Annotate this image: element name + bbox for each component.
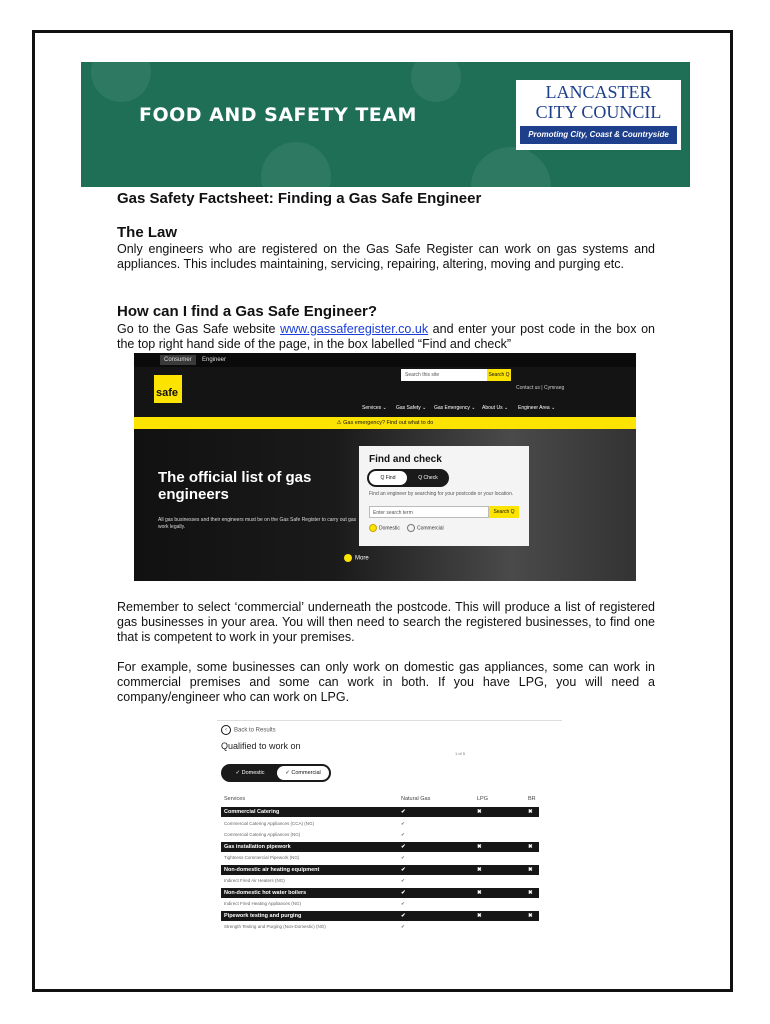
find-check-toggle bbox=[367, 469, 449, 487]
back-label: Back to Results bbox=[234, 727, 276, 734]
natural-gas-cell: ✔ bbox=[401, 912, 406, 919]
banner-title: FOOD AND SAFETY TEAM bbox=[139, 104, 417, 126]
lpg-cell: ✖ bbox=[477, 912, 482, 919]
find-paragraph bbox=[117, 322, 655, 352]
service-cell: Commercial Catering Appliances (NG) bbox=[224, 832, 301, 837]
banner-decoration bbox=[91, 62, 151, 102]
table-header bbox=[221, 796, 541, 805]
natural-gas-cell: ✔ bbox=[401, 809, 406, 815]
site-search-input[interactable]: Search this site bbox=[401, 369, 487, 381]
header-natural-gas: Natural Gas bbox=[401, 796, 431, 802]
nav-about-us[interactable]: About Us ⌄ bbox=[482, 405, 509, 411]
banner-decoration bbox=[471, 147, 551, 187]
service-cell: Non-domestic air heating equipment bbox=[224, 866, 320, 873]
radio-commercial-label: Commercial bbox=[417, 525, 444, 532]
document-title: Gas Safety Factsheet: Finding a Gas Safe Engineer bbox=[117, 190, 482, 207]
find-heading: How can I find a Gas Safe Engineer? bbox=[117, 303, 378, 320]
toggle-commercial[interactable]: ✓ Commercial bbox=[277, 766, 329, 780]
gas-safe-link[interactable]: www.gassaferegister.co.uk bbox=[280, 322, 429, 336]
site-search-button[interactable]: Search Q bbox=[487, 369, 511, 381]
br-cell: ✖ bbox=[528, 866, 533, 873]
council-tagline: Promoting City, Coast & Countryside bbox=[520, 126, 677, 144]
nav-gas-safety[interactable]: Gas Safety ⌄ bbox=[396, 405, 427, 411]
banner-decoration bbox=[411, 62, 461, 102]
check-option[interactable]: Q Check bbox=[418, 475, 438, 481]
site-topbar bbox=[134, 353, 636, 367]
natural-gas-cell: ✔ bbox=[401, 843, 406, 850]
natural-gas-cell: ✔ bbox=[401, 820, 405, 826]
lpg-cell: ✖ bbox=[477, 809, 482, 815]
service-cell: Non-domestic hot water boilers bbox=[224, 889, 307, 896]
council-logo bbox=[516, 80, 681, 150]
radio-unselected-icon bbox=[407, 524, 415, 532]
table-row bbox=[221, 888, 539, 898]
example-paragraph: For example, some businesses can only work on domestic gas appliances, some can work in commercial premises and some can work in both. If you have LPG, you will need a company/engineer who can work on LPG. bbox=[117, 660, 655, 704]
site-contact-links[interactable]: Contact us | Cymraeg bbox=[516, 385, 565, 391]
nav-services[interactable]: Services ⌄ bbox=[362, 405, 387, 411]
header-br: BR bbox=[528, 796, 536, 802]
table-row bbox=[221, 876, 539, 886]
table-row bbox=[221, 911, 539, 921]
table-row bbox=[221, 842, 539, 852]
br-cell: ✖ bbox=[528, 889, 533, 896]
service-cell: Strength Testing and Purging (Non-Domestic) (NG) bbox=[224, 924, 326, 929]
table-row bbox=[221, 853, 539, 863]
gas-safe-website-screenshot bbox=[134, 353, 636, 581]
toggle-domestic[interactable]: ✓ Domestic bbox=[235, 770, 265, 776]
council-name-line2: CITY COUNCIL bbox=[535, 102, 662, 122]
natural-gas-cell: ✔ bbox=[401, 889, 406, 896]
find-help-text: Find an engineer by searching for your postcode or your location. bbox=[369, 491, 514, 497]
natural-gas-cell: ✔ bbox=[401, 866, 406, 873]
alert-text: Gas emergency? Find out what to do bbox=[343, 420, 434, 426]
header-banner bbox=[81, 62, 690, 187]
table-row bbox=[221, 865, 539, 875]
lpg-cell: ✖ bbox=[477, 843, 482, 850]
warning-icon: ⚠ bbox=[336, 420, 344, 426]
law-heading: The Law bbox=[117, 224, 178, 241]
qualified-title: Qualified to work on bbox=[221, 741, 301, 751]
hero-title: The official list of gas engineers bbox=[158, 469, 312, 503]
table-row bbox=[221, 922, 539, 932]
qualifications-screenshot bbox=[217, 720, 562, 934]
find-and-check-title: Find and check bbox=[369, 454, 442, 465]
find-and-check-panel bbox=[359, 446, 529, 546]
postcode-search-input[interactable]: Enter search term bbox=[369, 506, 489, 518]
postcode-search-button[interactable]: Search Q bbox=[489, 506, 519, 518]
radio-domestic-label: Domestic bbox=[379, 525, 400, 532]
find-text-before: Go to the Gas Safe website bbox=[117, 322, 281, 336]
tab-engineer[interactable]: Engineer bbox=[202, 357, 227, 363]
law-paragraph: Only engineers who are registered on the Gas Safe Register can work on gas systems and appliances. This includes maintaining, servicing, repairing, altering, moving and purging etc. bbox=[117, 242, 655, 271]
tab-consumer[interactable]: Consumer bbox=[160, 355, 196, 365]
header-lpg: LPG bbox=[477, 796, 489, 802]
br-cell: ✖ bbox=[528, 912, 533, 919]
council-name-line1: LANCASTER bbox=[545, 82, 652, 102]
gas-safe-logo bbox=[154, 375, 182, 403]
service-cell: Tightness Commercial Pipework (NG) bbox=[224, 855, 300, 860]
service-cell: Indirect Fired Heating Appliances (NG) bbox=[224, 901, 302, 906]
find-text-after: and enter your post code in the box on the top right hand side of the page, in the box labelled “Find and check” bbox=[117, 322, 655, 351]
service-cell: Gas installation pipework bbox=[224, 843, 291, 850]
br-cell: ✖ bbox=[528, 809, 533, 815]
back-link[interactable] bbox=[221, 725, 276, 735]
service-cell: Indirect Fired Air Heaters (NG) bbox=[224, 878, 285, 883]
emergency-alert-bar[interactable] bbox=[134, 417, 636, 429]
table-row bbox=[221, 899, 539, 909]
logo-text: safe bbox=[156, 387, 179, 399]
remember-paragraph: Remember to select ‘commercial’ underneath the postcode. This will produce a list of registered gas businesses in your area. You will then need to search the registered businesses, to find one that is competent to work in your premises. bbox=[117, 600, 655, 644]
more-label: More bbox=[355, 555, 369, 562]
nav-engineer-area[interactable]: Engineer Area ⌄ bbox=[518, 405, 556, 411]
natural-gas-cell: ✔ bbox=[401, 855, 405, 860]
service-cell: Commercial Catering Appliances (CCA) (NG) bbox=[224, 820, 315, 826]
domestic-commercial-toggle bbox=[221, 764, 331, 782]
table-row bbox=[221, 819, 539, 829]
br-cell: ✖ bbox=[528, 843, 533, 850]
lpg-cell: ✖ bbox=[477, 889, 482, 896]
service-cell: Pipework testing and purging bbox=[224, 912, 302, 919]
table-row bbox=[221, 830, 539, 840]
radio-domestic[interactable] bbox=[369, 524, 400, 532]
radio-commercial[interactable] bbox=[407, 524, 444, 532]
more-button[interactable] bbox=[344, 554, 369, 562]
table-row bbox=[221, 807, 539, 817]
hero-subtitle: All gas businesses and their engineers must be on the Gas Safe Register to carry out gas work legally. bbox=[158, 517, 357, 530]
natural-gas-cell: ✔ bbox=[401, 832, 405, 837]
find-option[interactable]: Q Find bbox=[369, 471, 407, 485]
nav-gas-emergency[interactable]: Gas Emergency ⌄ bbox=[434, 405, 476, 411]
chevron-down-icon bbox=[344, 554, 352, 562]
banner-decoration bbox=[261, 142, 331, 187]
header-services: Services bbox=[224, 796, 246, 802]
lpg-cell: ✖ bbox=[477, 866, 482, 873]
service-cell: Commercial Catering bbox=[224, 809, 280, 815]
radio-selected-icon bbox=[369, 524, 377, 532]
natural-gas-cell: ✔ bbox=[401, 924, 405, 929]
result-counter: 1 of 5 bbox=[455, 751, 466, 756]
natural-gas-cell: ✔ bbox=[401, 878, 405, 883]
natural-gas-cell: ✔ bbox=[401, 901, 405, 906]
chevron-left-icon: ‹ bbox=[221, 725, 231, 735]
